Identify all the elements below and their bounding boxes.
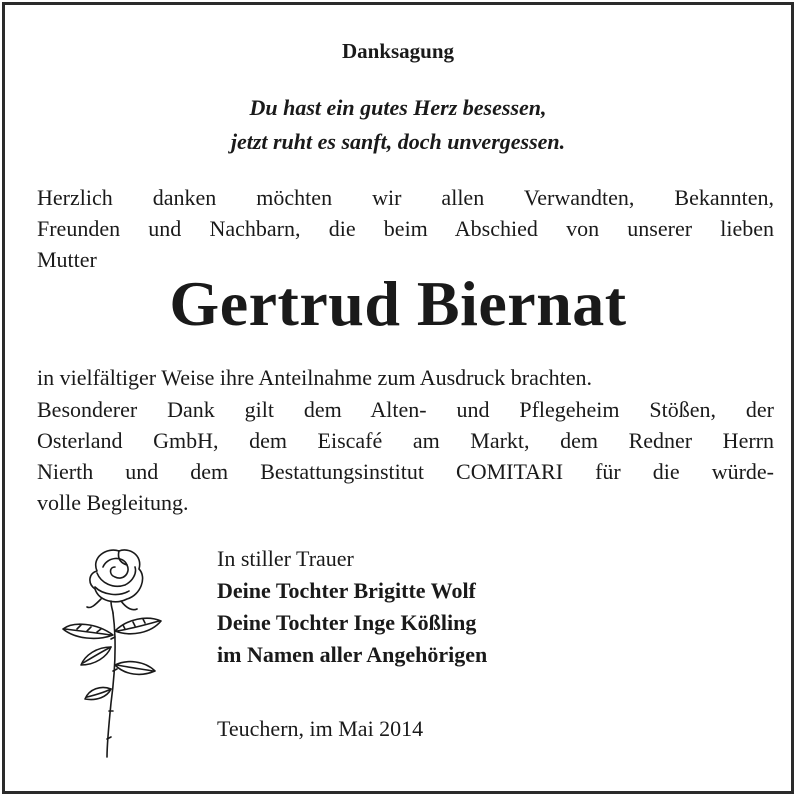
rose-icon — [57, 543, 169, 761]
body-line-5: volle Begleitung. — [37, 490, 189, 515]
obituary-notice — [2, 2, 794, 794]
deceased-name: Gertrud Biernat — [169, 268, 627, 339]
mourning-line: In stiller Trauer — [217, 546, 354, 571]
body-line-3: Osterland GmbH, dem Eiscafé am Markt, dem Redner Herrn — [37, 428, 774, 453]
signatory-3: im Namen aller Angehörigen — [217, 642, 488, 667]
intro-line-2: Freunden und Nachbarn, die beim Abschied von unserer lieben — [37, 216, 774, 241]
verse-line-2: jetzt ruht es sanft, doch unvergessen. — [230, 129, 566, 154]
signatory-1: Deine Tochter Brigitte Wolf — [217, 578, 476, 603]
signatory-2: Deine Tochter Inge Kößling — [217, 610, 477, 635]
verse-line-1: Du hast ein gutes Herz besessen, — [249, 95, 547, 120]
place-date: Teuchern, im Mai 2014 — [217, 716, 424, 741]
intro-line-1: Herzlich danken möchten wir allen Verwandten, Bekannten, — [37, 185, 774, 210]
body-line-4: Nierth und dem Bestattungsinstitut COMITARI für die würde- — [37, 459, 774, 484]
body-line-1: in vielfältiger Weise ihre Anteilnahme zum Ausdruck brachten. — [37, 365, 592, 390]
body-line-2: Besonderer Dank gilt dem Alten- und Pflegeheim Stößen, der — [37, 397, 774, 422]
intro-line-3: Mutter — [37, 247, 97, 272]
heading: Danksagung — [341, 39, 455, 63]
